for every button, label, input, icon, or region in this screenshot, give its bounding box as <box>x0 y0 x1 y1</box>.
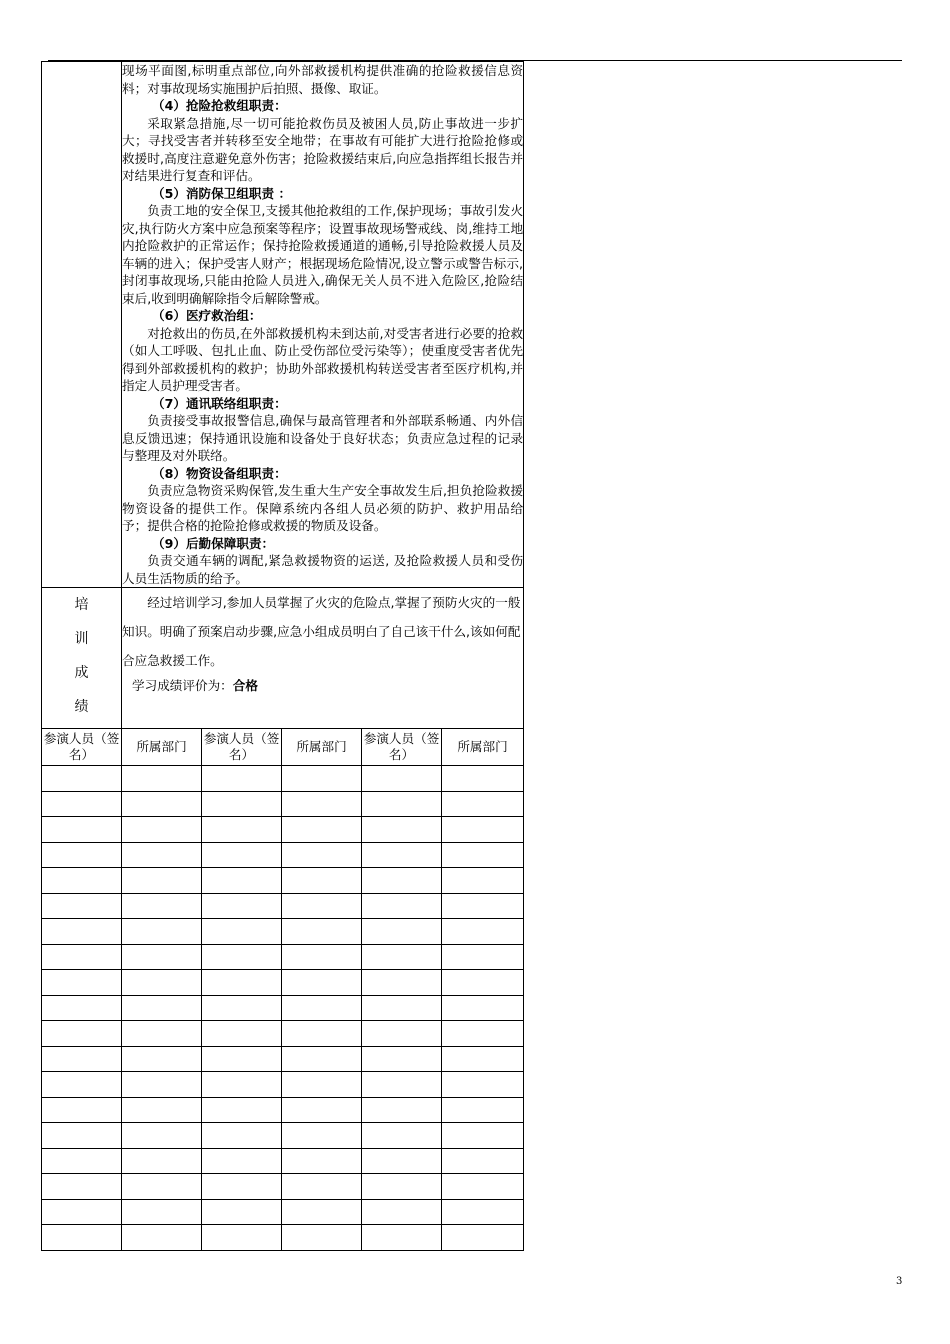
attendance-row <box>42 1072 524 1098</box>
signature-cell[interactable] <box>42 1199 122 1225</box>
section-body: 采取紧急措施,尽一切可能抢救伤员及被困人员,防止事故进一步扩大；寻找受害者并转移至安全地带；在事故有可能扩大进行抢险抢修或救援时,高度注意避免意外伤害；抢险救援结束后,向应急指挥组长报告并对结果进行复查和评估。 <box>122 115 524 183</box>
training-result-row <box>42 588 524 729</box>
duties-row <box>42 62 524 588</box>
department-cell[interactable] <box>442 1148 524 1174</box>
attendance-row <box>42 1021 524 1047</box>
attendance-row <box>42 1046 524 1072</box>
grade-value: 合格 <box>232 678 258 693</box>
section-title: （5）消防保卫组职责 ： <box>152 185 292 201</box>
signature-cell[interactable] <box>42 995 122 1021</box>
label-char: 绩 <box>74 699 89 715</box>
signature-cell[interactable] <box>42 893 122 919</box>
signature-cell[interactable] <box>42 1148 122 1174</box>
department-cell[interactable] <box>442 842 524 868</box>
signature-cell[interactable] <box>202 995 282 1021</box>
signature-cell[interactable] <box>42 944 122 970</box>
drill-record-table <box>41 61 524 1251</box>
signature-cell[interactable] <box>362 1072 442 1098</box>
signature-cell[interactable] <box>202 791 282 817</box>
attendance-header-row <box>42 729 524 766</box>
department-cell[interactable] <box>282 995 362 1021</box>
department-cell[interactable] <box>282 1199 362 1225</box>
department-cell[interactable] <box>282 944 362 970</box>
header-signature: 参演人员（签名） <box>42 729 122 766</box>
section-body: 负责工地的安全保卫,支援其他抢救组的工作,保护现场；事故引发火灾,执行防火方案中应急预案等程序；设置事故现场警戒线、岗,维持工地内抢险救护的正常运作；保持抢险救援通道的通畅,引导抢险救援人员及车辆的进入；保护受害人财产；根据现场危险情况,设立警示或警告标示,封闭事故现场,只能由抢险人员进入,确保无关人员不进入危险区,抢险结束后,收到明确解除指令后解除警戒。 <box>122 203 524 306</box>
label-char: 培 <box>74 597 89 613</box>
header-department: 所属部门 <box>122 729 202 766</box>
signature-cell[interactable] <box>42 1046 122 1072</box>
department-cell[interactable] <box>122 1199 202 1225</box>
section-title: （6）医疗救治组： <box>152 308 262 323</box>
label-char: 成 <box>74 665 89 681</box>
department-cell[interactable] <box>442 1123 524 1149</box>
signature-cell[interactable] <box>42 970 122 996</box>
attendance-row <box>42 1174 524 1200</box>
department-cell[interactable] <box>282 919 362 945</box>
department-cell[interactable] <box>282 1097 362 1123</box>
department-cell[interactable] <box>442 1199 524 1225</box>
department-cell[interactable] <box>122 1097 202 1123</box>
training-result-content <box>122 588 524 729</box>
department-cell[interactable] <box>122 1046 202 1072</box>
signature-cell[interactable] <box>42 766 122 792</box>
department-cell[interactable] <box>282 791 362 817</box>
department-cell[interactable] <box>442 970 524 996</box>
department-cell[interactable] <box>442 766 524 792</box>
signature-cell[interactable] <box>202 842 282 868</box>
signature-cell[interactable] <box>362 1225 442 1251</box>
department-cell[interactable] <box>282 1148 362 1174</box>
signature-cell[interactable] <box>202 1199 282 1225</box>
department-cell[interactable] <box>122 766 202 792</box>
department-cell[interactable] <box>442 1046 524 1072</box>
department-cell[interactable] <box>282 893 362 919</box>
signature-cell[interactable] <box>202 1123 282 1149</box>
signature-cell[interactable] <box>42 817 122 843</box>
signature-cell[interactable] <box>202 1021 282 1047</box>
signature-cell[interactable] <box>42 791 122 817</box>
grade-line <box>122 675 523 697</box>
department-cell[interactable] <box>122 893 202 919</box>
attendance-row <box>42 1097 524 1123</box>
signature-cell[interactable] <box>42 919 122 945</box>
header-signature: 参演人员（签名） <box>362 729 442 766</box>
signature-cell[interactable] <box>362 995 442 1021</box>
department-cell[interactable] <box>122 817 202 843</box>
department-cell[interactable] <box>122 1021 202 1047</box>
section-title: （7）通讯联络组职责： <box>152 395 287 411</box>
training-result-text: 经过培训学习,参加人员掌握了火灾的危险点,掌握了预防火灾的一般知识。明确了预案启动步骤,应急小组成员明白了自己该干什么,该如何配合应急救援工作。 <box>122 595 521 668</box>
department-cell[interactable] <box>282 1072 362 1098</box>
signature-cell[interactable] <box>202 1097 282 1123</box>
duties-intro: 现场平面图,标明重点部位,向外部救援机构提供准确的抢险救援信息资料；对事故现场实施围护后拍照、摄像、取证。 <box>122 63 524 96</box>
signature-cell[interactable] <box>362 893 442 919</box>
department-cell[interactable] <box>122 1123 202 1149</box>
department-cell[interactable] <box>122 1174 202 1200</box>
signature-cell[interactable] <box>362 868 442 894</box>
duties-content <box>122 62 524 588</box>
attendance-row <box>42 1148 524 1174</box>
department-cell[interactable] <box>122 919 202 945</box>
attendance-row <box>42 970 524 996</box>
grade-label: 学习成绩评价为： <box>132 678 233 693</box>
signature-cell[interactable] <box>42 868 122 894</box>
signature-cell[interactable] <box>202 893 282 919</box>
signature-cell[interactable] <box>362 1199 442 1225</box>
department-cell[interactable] <box>282 766 362 792</box>
header-department: 所属部门 <box>282 729 362 766</box>
section-title: （8）物资设备组职责： <box>152 465 287 481</box>
signature-cell[interactable] <box>362 1174 442 1200</box>
signature-cell[interactable] <box>362 791 442 817</box>
signature-cell[interactable] <box>202 919 282 945</box>
department-cell[interactable] <box>122 791 202 817</box>
signature-cell[interactable] <box>42 1097 122 1123</box>
department-cell[interactable] <box>442 1021 524 1047</box>
department-cell[interactable] <box>282 868 362 894</box>
department-cell[interactable] <box>442 893 524 919</box>
department-cell[interactable] <box>442 944 524 970</box>
signature-cell[interactable] <box>202 944 282 970</box>
signature-cell[interactable] <box>42 1174 122 1200</box>
signature-cell[interactable] <box>362 1123 442 1149</box>
signature-cell[interactable] <box>202 1148 282 1174</box>
attendance-row <box>42 791 524 817</box>
department-cell[interactable] <box>442 868 524 894</box>
signature-cell[interactable] <box>362 1097 442 1123</box>
attendance-row <box>42 1123 524 1149</box>
department-cell[interactable] <box>122 970 202 996</box>
section-title: （9）后勤保障职责： <box>152 535 275 551</box>
signature-cell[interactable] <box>202 766 282 792</box>
attendance-row <box>42 893 524 919</box>
signature-cell[interactable] <box>362 817 442 843</box>
attendance-row <box>42 766 524 792</box>
signature-cell[interactable] <box>42 1021 122 1047</box>
department-cell[interactable] <box>442 791 524 817</box>
section-body: 对抢救出的伤员,在外部救援机构未到达前,对受害者进行必要的抢救（如人工呼吸、包扎止血、防止受伤部位受污染等）；使重度受害者优先得到外部救援机构的救护；协助外部救援机构转送受害者至医疗机构,并指定人员护理受害者。 <box>122 325 524 393</box>
attendance-row <box>42 1225 524 1251</box>
department-cell[interactable] <box>122 1072 202 1098</box>
department-cell[interactable] <box>442 1097 524 1123</box>
signature-cell[interactable] <box>362 944 442 970</box>
attendance-row <box>42 868 524 894</box>
signature-cell[interactable] <box>42 1225 122 1251</box>
signature-cell[interactable] <box>202 1174 282 1200</box>
department-cell[interactable] <box>282 1021 362 1047</box>
section-body: 负责应急物资采购保管,发生重大生产安全事故发生后,担负抢险救援物资设备的提供工作。保障系统内各组人员必须的防护、救护用品给予；提供合格的抢险抢修或救援的物质及设备。 <box>122 483 524 533</box>
signature-cell[interactable] <box>362 919 442 945</box>
department-cell[interactable] <box>122 995 202 1021</box>
department-cell[interactable] <box>122 842 202 868</box>
department-cell[interactable] <box>282 817 362 843</box>
department-cell[interactable] <box>282 1123 362 1149</box>
department-cell[interactable] <box>282 970 362 996</box>
department-cell[interactable] <box>442 1072 524 1098</box>
section-body: 负责交通车辆的调配,紧急救援物资的运送, 及抢险救援人员和受伤人员生活物质的给予。 <box>122 553 524 586</box>
department-cell[interactable] <box>442 1225 524 1251</box>
department-cell[interactable] <box>282 842 362 868</box>
duties-label-cell <box>42 62 122 588</box>
label-char: 训 <box>74 631 89 647</box>
department-cell[interactable] <box>282 1174 362 1200</box>
attendance-row <box>42 995 524 1021</box>
department-cell[interactable] <box>122 1225 202 1251</box>
signature-cell[interactable] <box>362 766 442 792</box>
signature-cell[interactable] <box>202 1225 282 1251</box>
attendance-row <box>42 842 524 868</box>
department-cell[interactable] <box>122 1148 202 1174</box>
signature-cell[interactable] <box>202 817 282 843</box>
attendance-row <box>42 817 524 843</box>
section-title: （4）抢险抢救组职责： <box>152 98 287 113</box>
page-number: 3 <box>896 1276 903 1287</box>
signature-cell[interactable] <box>202 868 282 894</box>
department-cell[interactable] <box>442 995 524 1021</box>
attendance-row <box>42 919 524 945</box>
department-cell[interactable] <box>442 919 524 945</box>
header-department: 所属部门 <box>442 729 524 766</box>
signature-cell[interactable] <box>362 842 442 868</box>
signature-cell[interactable] <box>362 970 442 996</box>
department-cell[interactable] <box>122 944 202 970</box>
training-result-label <box>42 588 122 729</box>
signature-cell[interactable] <box>42 842 122 868</box>
signature-cell[interactable] <box>202 1072 282 1098</box>
signature-cell[interactable] <box>362 1148 442 1174</box>
department-cell[interactable] <box>282 1225 362 1251</box>
attendance-row <box>42 1199 524 1225</box>
department-cell[interactable] <box>282 1046 362 1072</box>
header-signature: 参演人员（签名） <box>202 729 282 766</box>
department-cell[interactable] <box>442 817 524 843</box>
signature-cell[interactable] <box>42 1072 122 1098</box>
department-cell[interactable] <box>442 1174 524 1200</box>
attendance-row <box>42 944 524 970</box>
signature-cell[interactable] <box>202 1046 282 1072</box>
section-body: 负责接受事故报警信息,确保与最高管理者和外部联系畅通、内外信息反馈迅速；保持通讯设施和设备处于良好状态；负责应急过程的记录与整理及对外联络。 <box>122 413 524 463</box>
signature-cell[interactable] <box>42 1123 122 1149</box>
signature-cell[interactable] <box>362 1021 442 1047</box>
department-cell[interactable] <box>122 868 202 894</box>
signature-cell[interactable] <box>362 1046 442 1072</box>
signature-cell[interactable] <box>202 970 282 996</box>
